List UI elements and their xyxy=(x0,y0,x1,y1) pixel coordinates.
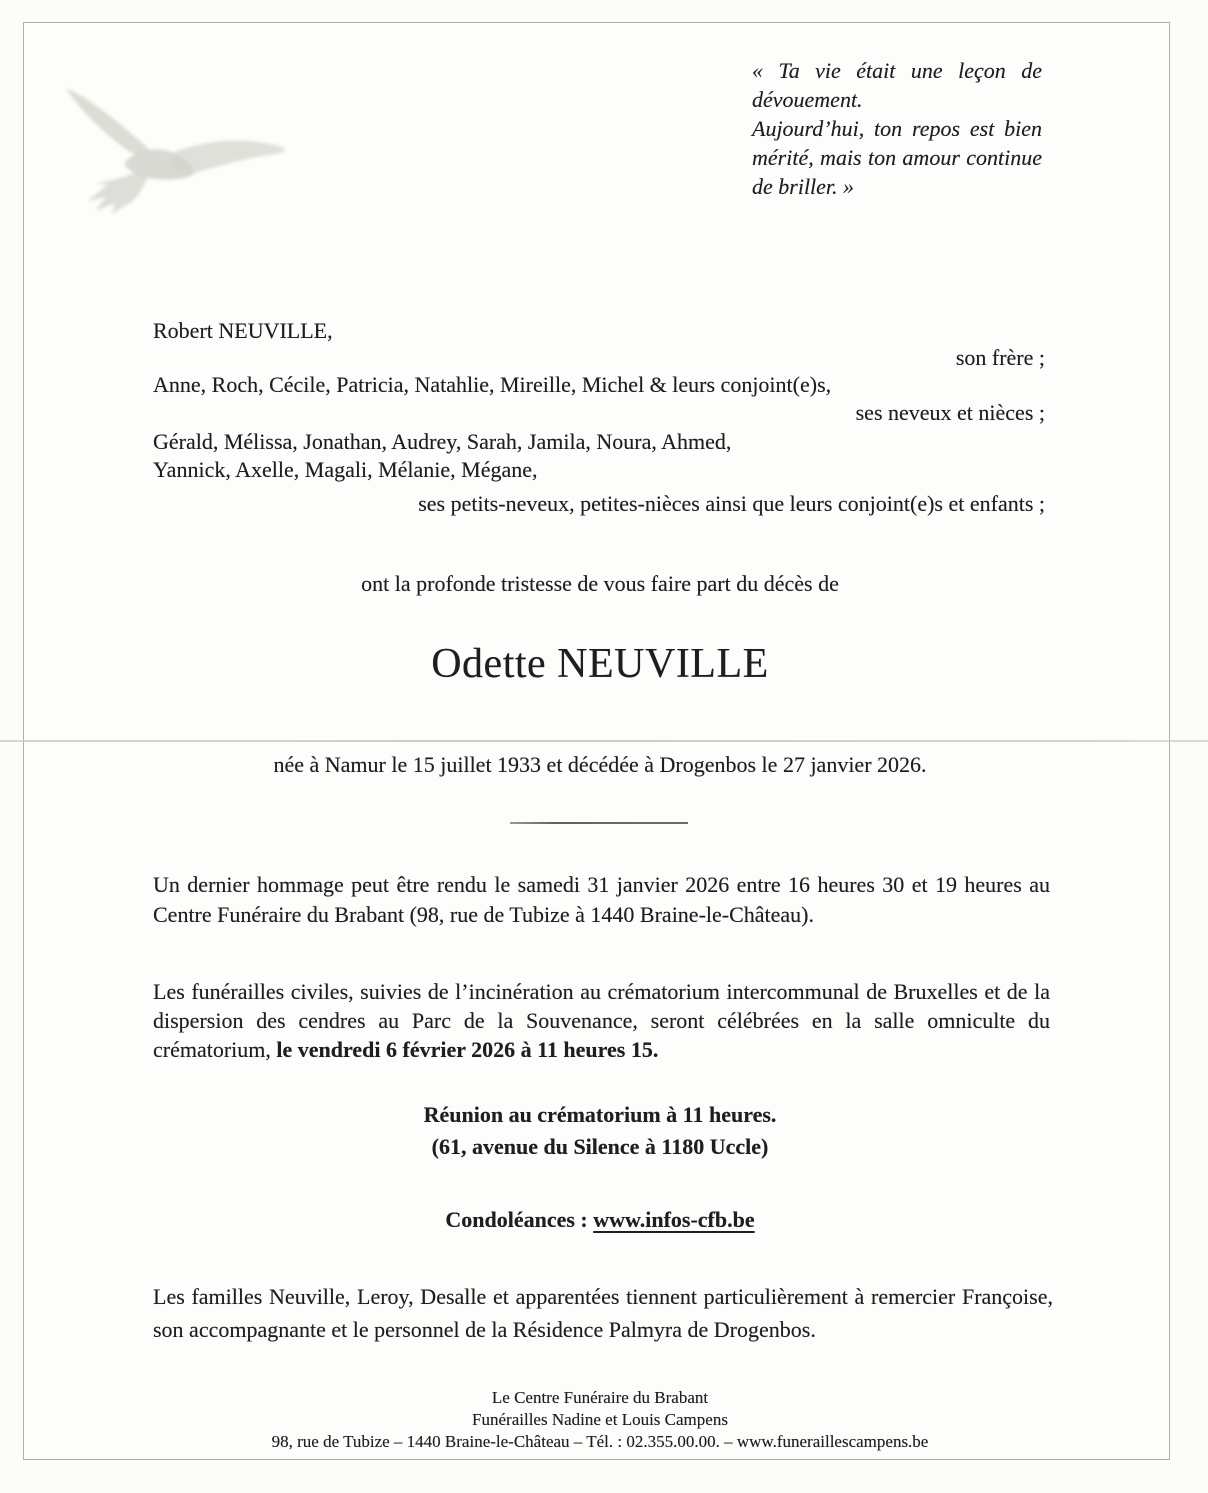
meeting-line1: Réunion au crématorium à 11 heures. xyxy=(423,1102,777,1127)
section-divider xyxy=(510,822,688,824)
life-dates: née à Namur le 15 juillet 1933 et décédée à Drogenbos le 27 janvier 2026. xyxy=(273,752,927,777)
family-brother-role: son frère ; xyxy=(955,345,1045,370)
dove-watermark-icon xyxy=(52,84,290,218)
footer-owners: Funérailles Nadine et Louis Campens xyxy=(472,1410,728,1429)
family-grand-names-line1: Gérald, Mélissa, Jonathan, Audrey, Sarah, Jamila, Noura, Ahmed, xyxy=(153,429,732,454)
family-grand-role: ses petits-neveux, petites-nièces ainsi que leurs conjoint(e)s et enfants ; xyxy=(418,491,1045,516)
family-brother-names: Robert NEUVILLE, xyxy=(153,318,333,343)
quote-line: « Ta vie était une leçon de dévouement. xyxy=(752,58,1042,112)
viewing-info: Un dernier hommage peut être rendu le samedi 31 janvier 2026 entre 16 heures 30 et 19 heures au Centre Funéraire du Brabant (98, rue de Tubize à 1440 Braine-le-Château). xyxy=(153,872,1050,927)
condolences-label: Condoléances : xyxy=(445,1207,594,1232)
family-siblings-names: Anne, Roch, Cécile, Patricia, Natahlie, Mireille, Michel & leurs conjoint(e)s, xyxy=(153,372,832,397)
family-siblings-role: ses neveux et nièces ; xyxy=(855,400,1045,425)
deceased-name: Odette NEUVILLE xyxy=(431,641,769,687)
thanks-paragraph: Les familles Neuville, Leroy, Desalle et apparentées tiennent particulièrement à remercier Françoise, son accompagnante et le personnel de la Résidence Palmyra de Drogenbos. xyxy=(153,1284,1053,1342)
meeting-line2: (61, avenue du Silence à 1180 Uccle) xyxy=(431,1134,769,1159)
announcement-text: ont la profonde tristesse de vous faire part du décès de xyxy=(361,571,839,596)
funeral-info xyxy=(153,977,1050,1064)
quote-line: Aujourd’hui, ton repos est bien mérité, mais ton amour continue de briller. » xyxy=(752,116,1042,199)
funeral-info-text: Les funérailles civiles, suivies de l’incinération au crématorium intercommunal de Bruxelles et de la dispersion des cendres au Parc de la Souvenance, seront célébrées en la salle omniculte du crématorium, xyxy=(153,979,1050,1062)
footer-company-name: Le Centre Funéraire du Brabant xyxy=(491,1388,709,1407)
condolences-line xyxy=(24,1206,1176,1234)
scan-crease-line xyxy=(0,740,1208,742)
memorial-quote xyxy=(752,56,1042,201)
condolences-url: www.infos-cfb.be xyxy=(593,1207,755,1232)
funeral-info-date: le vendredi 6 février 2026 à 11 heures 15. xyxy=(276,1037,659,1062)
family-grand-names-line2: Yannick, Axelle, Magali, Mélanie, Mégane, xyxy=(153,457,538,482)
footer-address-contact: 98, rue de Tubize – 1440 Braine-le-Château – Tél. : 02.355.00.00. – www.funeraillescampens.be xyxy=(271,1432,929,1451)
